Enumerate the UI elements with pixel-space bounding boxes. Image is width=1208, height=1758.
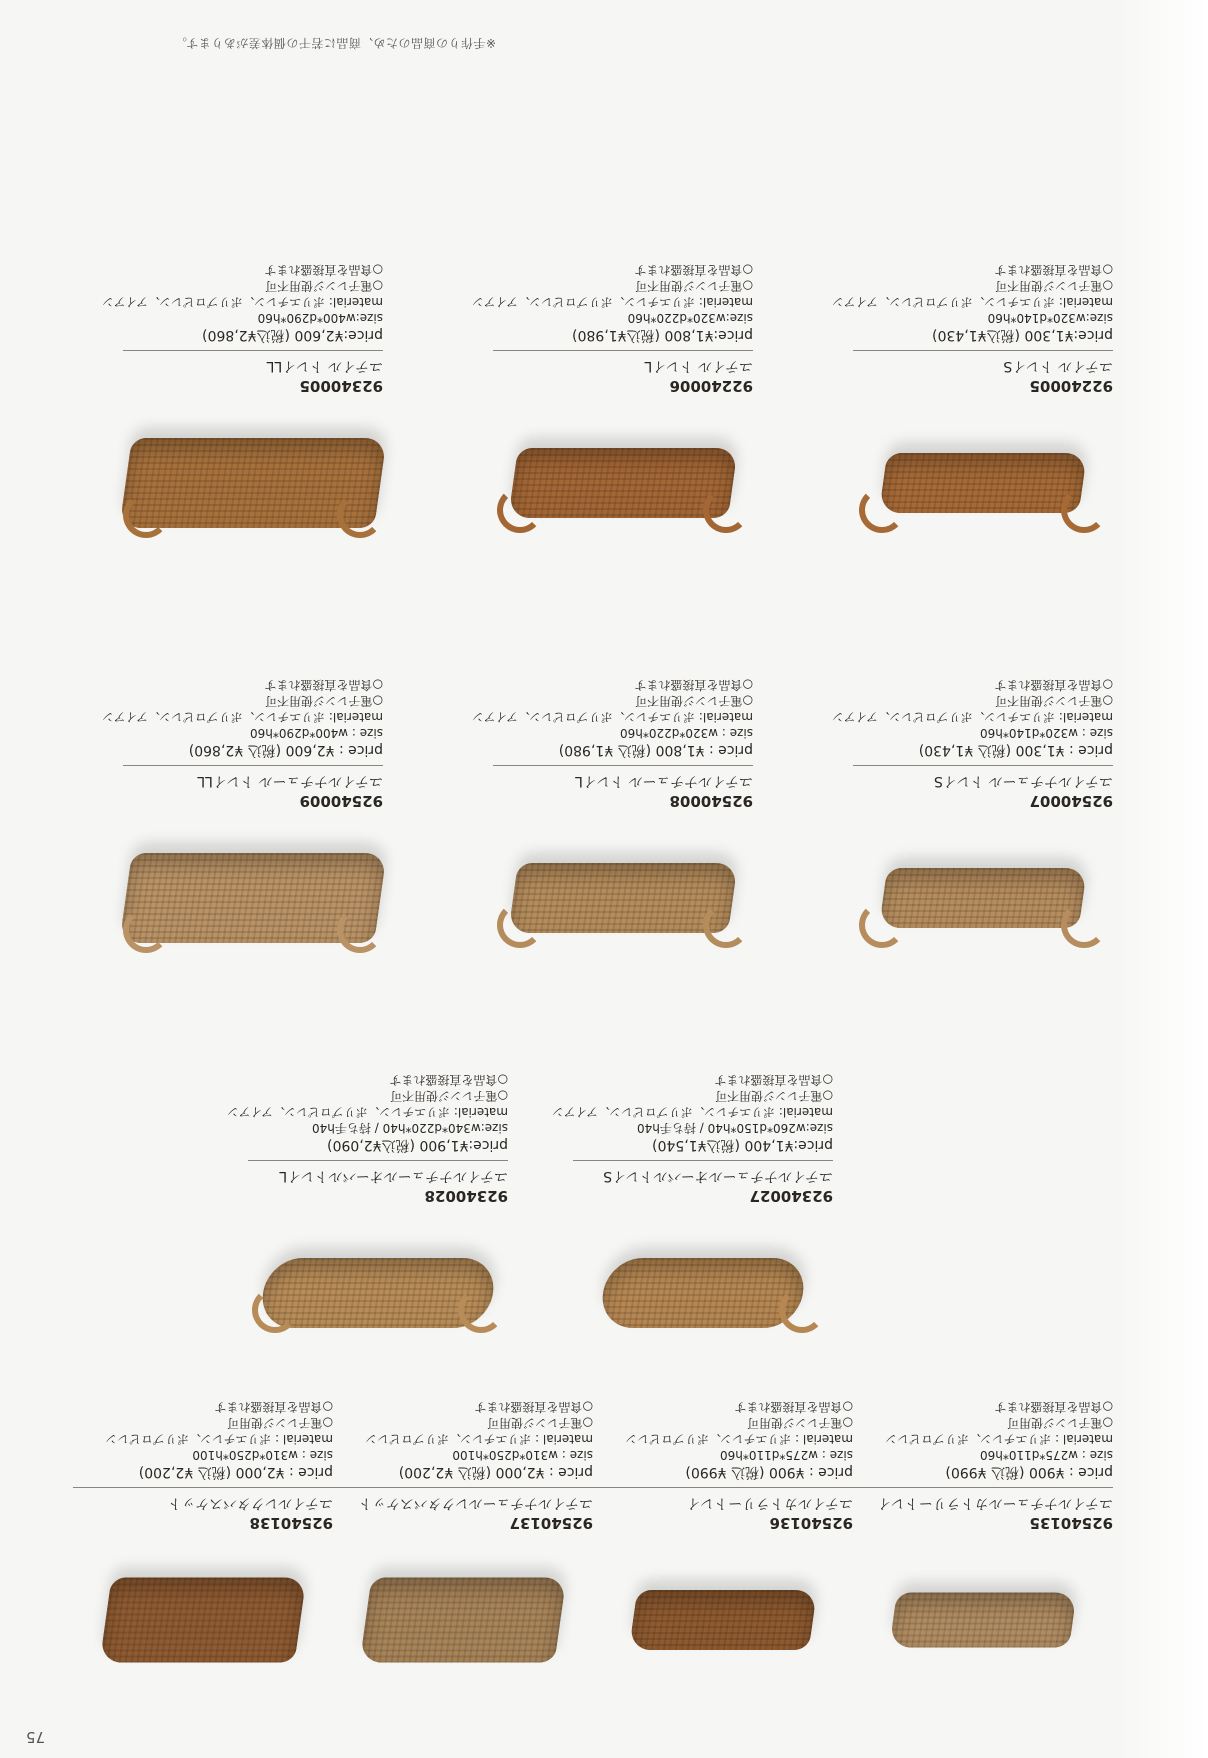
product-code: 92540138 (249, 1514, 333, 1532)
product-photo (593, 1540, 853, 1700)
product-code: 92340005 (299, 377, 383, 395)
product-price: price : ¥2,600 (税込 ¥2,860) (188, 742, 383, 758)
product-code: 92340028 (424, 1187, 508, 1205)
product-item (333, 1399, 593, 1700)
product-note: ○食品を直接盛れます (714, 1073, 833, 1087)
product-note: ○電子レンジ使用不可 (265, 279, 383, 293)
page-edge (1122, 0, 1208, 1758)
product-code: 92240005 (1029, 377, 1113, 395)
product-name: ユテイル トレイS (853, 350, 1113, 377)
product-code: 92340027 (749, 1187, 833, 1205)
product-note: ○電子レンジ使用可 (747, 1416, 853, 1430)
product-photo (123, 818, 383, 978)
product-item (101, 677, 383, 978)
product-material: material : ポリエチレン、ポリプロピレン (885, 1432, 1113, 1446)
product-note: ○電子レンジ使用不可 (265, 694, 383, 708)
product-name: ユテイルレクタバスケット (73, 1487, 333, 1514)
product-size: size : w400*d290*h60 (249, 726, 383, 740)
product-item (551, 1072, 833, 1373)
product-note: ○電子レンジ使用不可 (635, 279, 753, 293)
product-photo (853, 403, 1113, 563)
product-price: price : ¥900 (税込 ¥990) (685, 1464, 853, 1480)
product-size: size : w310*d250*h100 (192, 1448, 333, 1462)
product-note: ○電子レンジ使用可 (227, 1416, 333, 1430)
page-number: 75 (26, 1728, 46, 1746)
product-price: price:¥1,300 (税込¥1,430) (932, 327, 1113, 343)
product-item (831, 262, 1113, 563)
product-note: ○食品を直接盛れます (214, 1400, 333, 1414)
product-name: ユテイルナチュールオーバルトレイS (573, 1160, 833, 1187)
product-note: ○食品を直接盛れます (994, 263, 1113, 277)
product-item (471, 262, 753, 563)
product-material: material: ポリエチレン、ポリプロピレン、アイアン (551, 1105, 833, 1119)
product-code: 92240006 (669, 377, 753, 395)
product-size: size : w275*d110*h60 (719, 1448, 853, 1462)
product-name: ユテイルカトラリートレイ (593, 1487, 853, 1514)
product-photo (73, 1540, 333, 1700)
product-note: ○電子レンジ使用可 (487, 1416, 593, 1430)
product-photo (248, 1213, 508, 1373)
product-name: ユテイルナチュール トレイLL (123, 765, 383, 792)
product-photo (493, 403, 753, 563)
product-note: ○食品を直接盛れます (389, 1073, 508, 1087)
product-price: price : ¥2,000 (税込 ¥2,200) (398, 1464, 593, 1480)
handmade-note: ※手作りの商品のため、商品に若干の個体差があります。 (174, 36, 496, 50)
product-code: 92540008 (669, 792, 753, 810)
product-photo (333, 1540, 593, 1700)
product-note: ○食品を直接盛れます (634, 263, 753, 277)
product-size: size:w260*d150*h40 / 持ち手h40 (637, 1121, 833, 1135)
product-name: ユテイルナチュールレクタバスケット (333, 1487, 593, 1514)
product-item (593, 1399, 853, 1700)
product-size: size : w320*d140*h60 (979, 726, 1113, 740)
product-size: size:w320*d220*h60 (627, 311, 753, 325)
product-price: price:¥2,600 (税込¥2,860) (202, 327, 383, 343)
product-photo (853, 818, 1113, 978)
product-size: size : w275*d110*h60 (979, 1448, 1113, 1462)
product-material: material: ポリエチレン、ポリプロピレン、アイアン (831, 710, 1113, 724)
product-material: material: ポリエチレン、ポリプロピレン、アイアン (226, 1105, 508, 1119)
product-photo (573, 1213, 833, 1373)
product-item (73, 1399, 333, 1700)
product-code: 92540009 (299, 792, 383, 810)
product-name: ユテイル トレイLL (123, 350, 383, 377)
product-code: 92540007 (1029, 792, 1113, 810)
product-name: ユテイルナチュールオーバルトレイL (248, 1160, 508, 1187)
product-item (853, 1399, 1113, 1700)
product-item (101, 262, 383, 563)
product-size: size:w320*d140*h60 (987, 311, 1113, 325)
product-material: material: ポリエチレン、ポリプロピレン、アイアン (471, 295, 753, 309)
product-note: ○食品を直接盛れます (734, 1400, 853, 1414)
product-price: price : ¥1,300 (税込 ¥1,430) (918, 742, 1113, 758)
product-note: ○食品を直接盛れます (634, 678, 753, 692)
product-size: size : w320*d220*h60 (619, 726, 753, 740)
product-name: ユテイルナチュール トレイL (493, 765, 753, 792)
product-price: price : ¥900 (税込 ¥990) (945, 1464, 1113, 1480)
product-note: ○食品を直接盛れます (994, 1400, 1113, 1414)
product-note: ○食品を直接盛れます (264, 678, 383, 692)
product-photo (123, 403, 383, 563)
product-name: ユテイルナチュール トレイS (853, 765, 1113, 792)
product-material: material : ポリエチレン、ポリプロピレン (105, 1432, 333, 1446)
product-material: material: ポリエチレン、ポリプロピレン、アイアン (471, 710, 753, 724)
product-note: ○食品を直接盛れます (994, 678, 1113, 692)
product-material: material : ポリエチレン、ポリプロピレン (365, 1432, 593, 1446)
product-note: ○食品を直接盛れます (474, 1400, 593, 1414)
product-note: ○電子レンジ使用不可 (995, 279, 1113, 293)
product-note: ○電子レンジ使用不可 (995, 694, 1113, 708)
product-material: material : ポリエチレン、ポリプロピレン (625, 1432, 853, 1446)
product-photo (493, 818, 753, 978)
product-material: material: ポリエチレン、ポリプロピレン、アイアン (101, 295, 383, 309)
product-name: ユテイルナチュールカトラリートレイ (853, 1487, 1113, 1514)
product-price: price : ¥1,800 (税込 ¥1,980) (558, 742, 753, 758)
product-size: size : w310*d250*h100 (452, 1448, 593, 1462)
product-photo (853, 1540, 1113, 1700)
product-material: material: ポリエチレン、ポリプロピレン、アイアン (101, 710, 383, 724)
product-size: size:w400*d290*h60 (257, 311, 383, 325)
product-size: size:w340*d220*h40 / 持ち手h40 (312, 1121, 508, 1135)
product-code: 92540136 (769, 1514, 853, 1532)
product-note: ○電子レンジ使用不可 (715, 1089, 833, 1103)
product-price: price:¥1,400 (税込¥1,540) (652, 1137, 833, 1153)
product-note: ○食品を直接盛れます (264, 263, 383, 277)
product-note: ○電子レンジ使用不可 (390, 1089, 508, 1103)
product-name: ユテイル トレイL (493, 350, 753, 377)
product-note: ○電子レンジ使用可 (1007, 1416, 1113, 1430)
product-price: price:¥1,900 (税込¥2,090) (327, 1137, 508, 1153)
product-note: ○電子レンジ使用不可 (635, 694, 753, 708)
product-material: material: ポリエチレン、ポリプロピレン、アイアン (831, 295, 1113, 309)
product-item (471, 677, 753, 978)
product-code: 92540137 (509, 1514, 593, 1532)
product-price: price:¥1,800 (税込¥1,980) (572, 327, 753, 343)
product-code: 92540135 (1029, 1514, 1113, 1532)
product-price: price : ¥2,000 (税込 ¥2,200) (138, 1464, 333, 1480)
product-item (226, 1072, 508, 1373)
product-item (831, 677, 1113, 978)
